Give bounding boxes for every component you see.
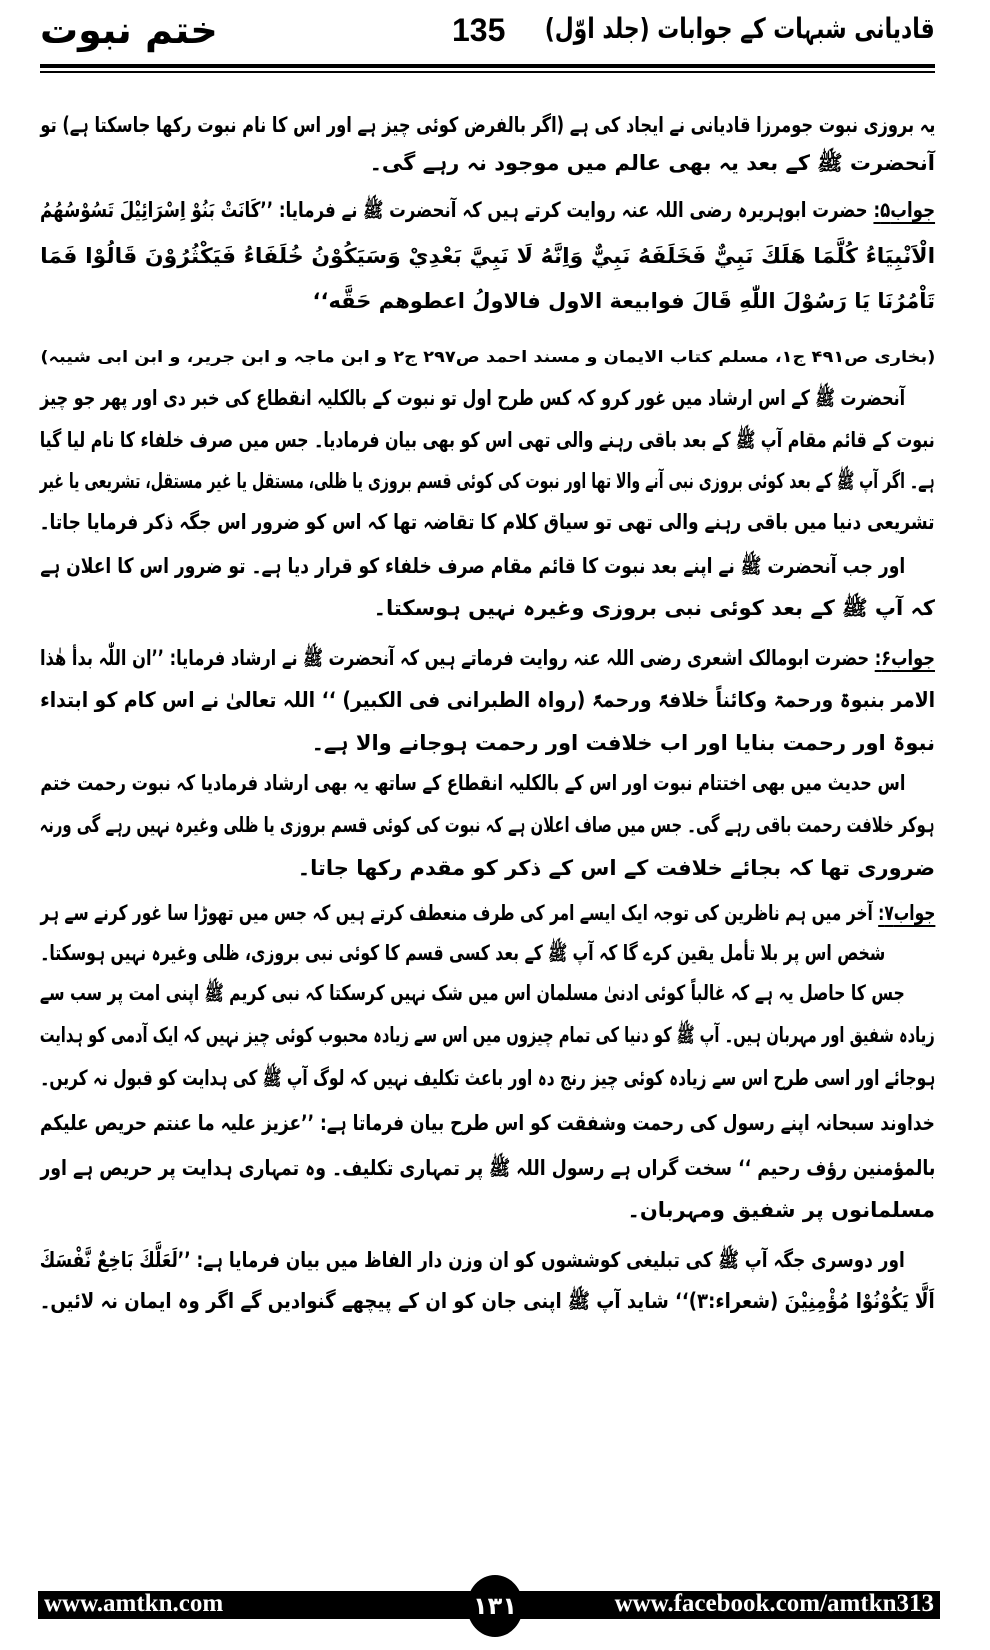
text-line [40, 1106, 935, 1140]
line-text: الامر بنبوۃ ورحمۃ وکائناً خلافۃً ورحمۃً (رواہ الطبرانی فی الکبیر) ‘‘ اللہ تعالیٰ نے اس کام کو ابتداء [40, 688, 935, 712]
line-text: کہ آپ ﷺ کے بعد کوئی نبی بروزی وغیرہ نہیں ہوسکتا۔ [373, 596, 935, 620]
line-text: زیادہ شفیق اور مہربان ہیں۔ آپ ﷺ کو دنیا کی تمام چیزوں میں اس سے زیادہ محبوب کوئی چیز نہیں کہ ایک آدمی کو ہدایت [40, 1023, 935, 1047]
text-line [40, 1061, 935, 1095]
text-line [40, 1151, 935, 1185]
line-text: الْاَنْبِيَاءُ كُلَّمَا هَلَكَ نَبِيٌّ فَخَلَفَهُ نَبِيٌّ وَاِنَّهُ لَا نَبِيَّ بَعْدِيْ وَسَيَكُوْنُ خُلَفَاءُ فَيَكْثُرُوْنَ قَالُوْا فَمَا [40, 244, 935, 268]
text-line [40, 683, 935, 717]
header-rule-thick [40, 64, 935, 68]
answer-heading-line [40, 641, 935, 675]
header-rule-thin [40, 71, 935, 73]
line-text: شخص اس پر بلا تأمل یقین کرے گا کہ آپ ﷺ کے بعد کسی قسم کا کوئی نبی بروزی، ظلی وغیرہ نہیں ہوسکتا۔ [40, 941, 885, 965]
text-line [40, 146, 935, 180]
text-line [40, 1284, 935, 1318]
text-line [40, 464, 935, 498]
line-text: (بخاری ص۴۹۱ ج۱، مسلم کتاب الایمان و مسند احمد ص۲۹۷ ج۲ و ابن ماجہ و ابن جریر، و ابن ابی شیبہ) [40, 347, 935, 366]
text-line [40, 1018, 935, 1052]
answer-heading-line [40, 896, 935, 930]
line-text: آنحضرت ﷺ کے بعد یہ بھی عالم میں موجود نہ رہے گی۔ [369, 151, 935, 175]
header-book-title: قادیانی شبہات کے جوابات (جلد اوّل) [545, 12, 935, 45]
line-text: آنحضرت ﷺ کے اس ارشاد میں غور کرو کہ کس طرح اول تو نبوت کے بالکلیہ انقطاع کی خبر دی اور پھر جو چیز [40, 386, 905, 410]
header-brand: ختم نبوت [40, 8, 218, 52]
text-line [40, 766, 905, 800]
text-line [40, 591, 935, 625]
line-text: یہ بروزی نبوت جومرزا قادیانی نے ایجاد کی ہے (اگر بالفرض کوئی چیز ہے اور اس کا نام نبوت رکھا جاسکتا ہے) تو [40, 113, 935, 137]
line-text: ہوکر خلافت رحمت باقی رہے گی۔ جس میں صاف اعلان ہے کہ نبوت کی کوئی قسم بروزی یا ظلی وغیرہ نہیں رہے گی ورنہ [40, 813, 935, 837]
text-line [40, 505, 935, 539]
text-line [40, 239, 935, 273]
text-line [40, 851, 935, 885]
answer-label: جواب۵: [873, 198, 935, 222]
answer-heading-line [40, 193, 935, 227]
line-text: مسلمانوں پر شفیق ومہربان۔ [627, 1198, 935, 1222]
footer-facebook[interactable]: www.facebook.com/amtkn313 [614, 1590, 934, 1617]
text-line [40, 549, 905, 583]
line-text: تشریعی دنیا میں باقی رہنے والی تھی تو سیاق کلام کا تقاضہ تھا کہ اس کو ضرور اس جگہ ذکر فرمایا جاتا۔ [40, 510, 935, 534]
line-text: اور دوسری جگہ آپ ﷺ کی تبلیغی کوششوں کو ان وزن دار الفاظ میں بیان فرمایا ہے: ’’لَعَلَّكَ بَاخِعٌ نَّفْسَكَ [40, 1248, 905, 1272]
line-text: تَاْمُرُنَا يَا رَسُوْلَ اللّٰهِ قَالَ فوابيعة الاول فالاولُ اعطوهم حَقَّه‘‘ [312, 289, 935, 313]
line-text: حضرت ابوہریرہ رضی اللہ عنہ روایت کرتے ہیں کہ آنحضرت ﷺ نے فرمایا: ’’كَانَتْ بَنُوْ اِسْرَائِيْلَ تَسُوْسُهُمُ [40, 198, 874, 222]
text-line [40, 340, 935, 374]
line-text: اس حدیث میں بھی اختتام نبوت اور اس کے بالکلیہ انقطاع کے ساتھ یہ بھی ارشاد فرمادیا کہ نبوت رحمت ختم [40, 771, 905, 795]
text-line [40, 976, 905, 1010]
text-line [40, 284, 935, 318]
text-line [40, 808, 935, 842]
line-text: بالمؤمنین رؤف رحیم ‘‘ سخت گراں ہے رسول اللہ ﷺ پر تمہاری تکلیف۔ وہ تمہاری ہدایت پر حریص ہے اور [40, 1156, 935, 1180]
text-line [40, 1243, 905, 1277]
text-line [40, 423, 935, 457]
answer-label: جواب۷: [877, 901, 935, 925]
line-text: اَلَّا يَكُوْنُوْا مُؤْمِنِيْنَ (شعراء:۳)‘‘ شاید آپ ﷺ اپنی جان کو ان کے پیچھے گنوادیں گے اگر وہ ایمان نہ لائیں۔ [40, 1289, 935, 1313]
line-text: ہوجائے اور اسی طرح اس سے زیادہ کوئی چیز رنج دہ اور باعث تکلیف نہیں کہ لوگ آپ ﷺ کی ہدایت کو قبول نہ کریں۔ [40, 1066, 935, 1090]
footer-page-number: ۱۳۱ [467, 1575, 523, 1637]
line-text: حضرت ابومالک اشعری رضی اللہ عنہ روایت فرماتے ہیں کہ آنحضرت ﷺ نے ارشاد فرمایا: ’’ان اللّٰہ بدأ ھٰذا [40, 646, 875, 670]
line-text: نبوۃ اور رحمت بنایا اور اب خلافت اور رحمت ہوجانے والا ہے۔ [311, 731, 935, 755]
line-text: ہے۔ اگر آپ ﷺ کے بعد کوئی بروزی نبی آنے والا تھا اور نبوت کی کوئی قسم بروزی یا ظلی، مستقل یا غیر مستقل، تشریعی یا غیر [40, 469, 935, 493]
text-line [40, 108, 935, 142]
header-page-number: 135 [452, 12, 506, 48]
answer-label: جواب۶: [874, 646, 935, 670]
line-text: خداوند سبحانہ اپنے رسول کی رحمت وشفقت کو اس طرح بیان فرماتا ہے: ’’عزیز علیہ ما عنتم حریص علیکم [40, 1111, 935, 1135]
line-text: نبوت کے قائم مقام آپ ﷺ کے بعد باقی رہنے والی تھی اس کو بھی بیان فرمادیا۔ جس میں صرف خلفاء کا نام لیا گیا [40, 428, 935, 452]
footer-website[interactable]: www.amtkn.com [44, 1590, 224, 1617]
text-line [40, 381, 905, 415]
line-text: جس کا حاصل یہ ہے کہ غالباً کوئی ادنیٰ مسلمان اس میں شک نہیں کرسکتا کہ نبی کریم ﷺ اپنی امت پر سب سے [40, 981, 905, 1005]
line-text: ضروری تھا کہ بجائے خلافت کے اس کے ذکر کو مقدم رکھا جاتا۔ [297, 856, 935, 880]
text-line [40, 726, 935, 760]
line-text: اور جب آنحضرت ﷺ نے اپنے بعد نبوت کا قائم مقام صرف خلفاء کو قرار دیا ہے۔ تو ضرور اس کا اعلان ہے [40, 554, 905, 578]
line-text: آخر میں ہم ناظرین کی توجہ ایک ایسے امر کی طرف منعطف کرتے ہیں کہ جس میں تھوڑا سا غور کرنے سے ہر [40, 901, 878, 925]
text-line [40, 936, 885, 970]
text-line [40, 1193, 935, 1227]
